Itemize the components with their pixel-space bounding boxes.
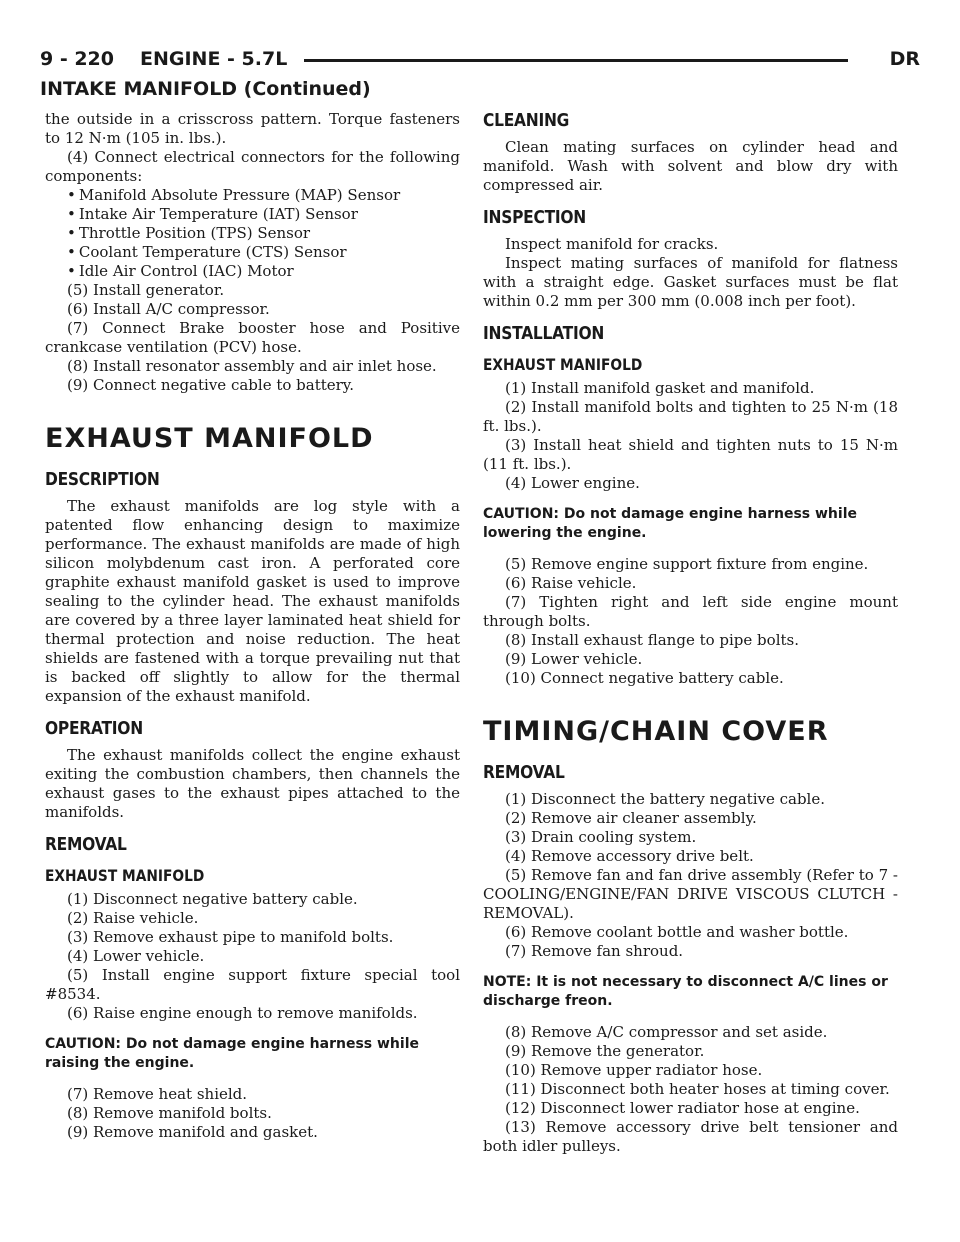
operation-text: The exhaust manifolds collect the engine exhaust exiting the combustion chambers, then channels the exhaust gases to the exhaust pipes attached to the manifolds.: [45, 746, 460, 821]
installation-subheading: EXHAUST MANIFOLD: [483, 355, 643, 374]
step-text: (7) Remove fan shroud.: [505, 942, 684, 960]
page-number: 9 - 220: [40, 48, 114, 70]
step-text: (8) Remove A/C compressor and set aside.: [505, 1023, 828, 1041]
inspection-text: Inspect mating surfaces of manifold for flatness with a straight edge. Gasket surfaces must be flat within 0.2 mm per 300 mm (0.008 inch per foot).: [483, 254, 898, 310]
model-code: DR: [889, 48, 920, 70]
timing-removal-heading: REMOVAL: [483, 762, 565, 783]
step-text: (6) Raise vehicle.: [505, 574, 637, 592]
exhaust-manifold-title: EXHAUST MANIFOLD: [45, 423, 374, 454]
description-heading: DESCRIPTION: [45, 469, 160, 490]
right-column: [483, 110, 898, 1156]
intro-text: the outside in a crisscross pattern. Torque fasteners to 12 N·m (105 in. lbs.).: [45, 110, 460, 147]
caution-text: CAUTION: Do not damage engine harness while raising the engine.: [45, 1036, 419, 1071]
timing-chain-cover-title: TIMING/CHAIN COVER: [483, 716, 829, 747]
cleaning-heading: CLEANING: [483, 110, 570, 131]
step-text: (2) Remove air cleaner assembly.: [505, 809, 757, 827]
operation-heading: OPERATION: [45, 718, 143, 739]
step-text: (5) Remove engine support fixture from engine.: [505, 555, 869, 573]
step-text: (8) Remove manifold bolts.: [67, 1104, 272, 1122]
step-text: (1) Disconnect negative battery cable.: [67, 890, 358, 908]
step-text: (9) Remove manifold and gasket.: [67, 1123, 318, 1141]
step-text: (12) Disconnect lower radiator hose at engine.: [505, 1099, 860, 1117]
page-header: [40, 46, 920, 76]
left-column: [45, 110, 460, 1142]
step-text: (4) Remove accessory drive belt.: [505, 847, 754, 865]
note-text: NOTE: It is not necessary to disconnect A/C lines or discharge freon.: [483, 974, 888, 1009]
step-text: (2) Install manifold bolts and tighten to 25 N·m (18 ft. lbs.).: [483, 398, 898, 435]
continued-title: INTAKE MANIFOLD (Continued): [40, 78, 371, 100]
cleaning-text: Clean mating surfaces on cylinder head and manifold. Wash with solvent and blow dry with compressed air.: [483, 138, 898, 194]
step-text: (3) Install heat shield and tighten nuts to 15 N·m (11 ft. lbs.).: [483, 436, 898, 473]
step-text: (7) Connect Brake booster hose and Positive crankcase ventilation (PCV) hose.: [45, 319, 460, 356]
step-text: (7) Tighten right and left side engine mount through bolts.: [483, 593, 898, 630]
step-text: (1) Disconnect the battery negative cable.: [505, 790, 826, 808]
caution-text: CAUTION: Do not damage engine harness while lowering the engine.: [483, 506, 857, 541]
step-text: (6) Raise engine enough to remove manifolds.: [67, 1004, 418, 1022]
component-item: • Manifold Absolute Pressure (MAP) Sensor: [45, 186, 460, 205]
section-title: ENGINE - 5.7L: [140, 48, 288, 70]
step-text: (4) Lower engine.: [505, 474, 640, 492]
step-text: (10) Connect negative battery cable.: [505, 669, 784, 687]
step-text: (7) Remove heat shield.: [67, 1085, 248, 1103]
step-text: (8) Install exhaust flange to pipe bolts.: [505, 631, 799, 649]
step-text: (9) Lower vehicle.: [505, 650, 643, 668]
step-text: (5) Install generator.: [67, 281, 225, 299]
step-text: (3) Drain cooling system.: [505, 828, 697, 846]
step-text: (4) Connect electrical connectors for the following components:: [45, 148, 460, 185]
step-text: (6) Remove coolant bottle and washer bottle.: [505, 923, 849, 941]
step-text: (10) Remove upper radiator hose.: [505, 1061, 763, 1079]
component-item: • Throttle Position (TPS) Sensor: [45, 224, 460, 243]
component-item: • Coolant Temperature (CTS) Sensor: [45, 243, 460, 262]
step-text: (1) Install manifold gasket and manifold.: [505, 379, 815, 397]
description-text: The exhaust manifolds are log style with a patented flow enhancing design to maximize performance. The exhaust manifolds are made of high silicon molybdenum cast iron. A perforated core graphite exhaust manifold gasket is used to improve sealing to the cylinder head. The exhaust manifolds are covered by a three layer laminated heat shield for thermal protection and noise reduction. The heat shields are fastened with a torque prevailing nut that is backed off slightly to allow for the thermal expansion of the exhaust manifold.: [45, 497, 460, 705]
removal-subheading: EXHAUST MANIFOLD: [45, 866, 205, 885]
component-item: • Intake Air Temperature (IAT) Sensor: [45, 205, 460, 224]
step-text: (4) Lower vehicle.: [67, 947, 205, 965]
header-rule: [304, 59, 848, 62]
step-text: (5) Install engine support fixture special tool #8534.: [45, 966, 460, 1003]
step-text: (9) Remove the generator.: [505, 1042, 705, 1060]
component-item: • Idle Air Control (IAC) Motor: [45, 262, 460, 281]
step-text: (9) Connect negative cable to battery.: [67, 376, 355, 394]
step-text: (2) Raise vehicle.: [67, 909, 199, 927]
step-text: (13) Remove accessory drive belt tensioner and both idler pulleys.: [483, 1118, 898, 1155]
step-text: (3) Remove exhaust pipe to manifold bolts.: [67, 928, 394, 946]
step-text: (8) Install resonator assembly and air inlet hose.: [67, 357, 437, 375]
step-text: (5) Remove fan and fan drive assembly (Refer to 7 - COOLING/ENGINE/FAN DRIVE VISCOUS CLUTCH - REMOVAL).: [483, 866, 898, 922]
installation-heading: INSTALLATION: [483, 323, 605, 344]
step-text: (6) Install A/C compressor.: [67, 300, 270, 318]
inspection-text: Inspect manifold for cracks.: [505, 235, 719, 253]
inspection-heading: INSPECTION: [483, 207, 587, 228]
step-text: (11) Disconnect both heater hoses at timing cover.: [505, 1080, 890, 1098]
removal-heading: REMOVAL: [45, 834, 127, 855]
